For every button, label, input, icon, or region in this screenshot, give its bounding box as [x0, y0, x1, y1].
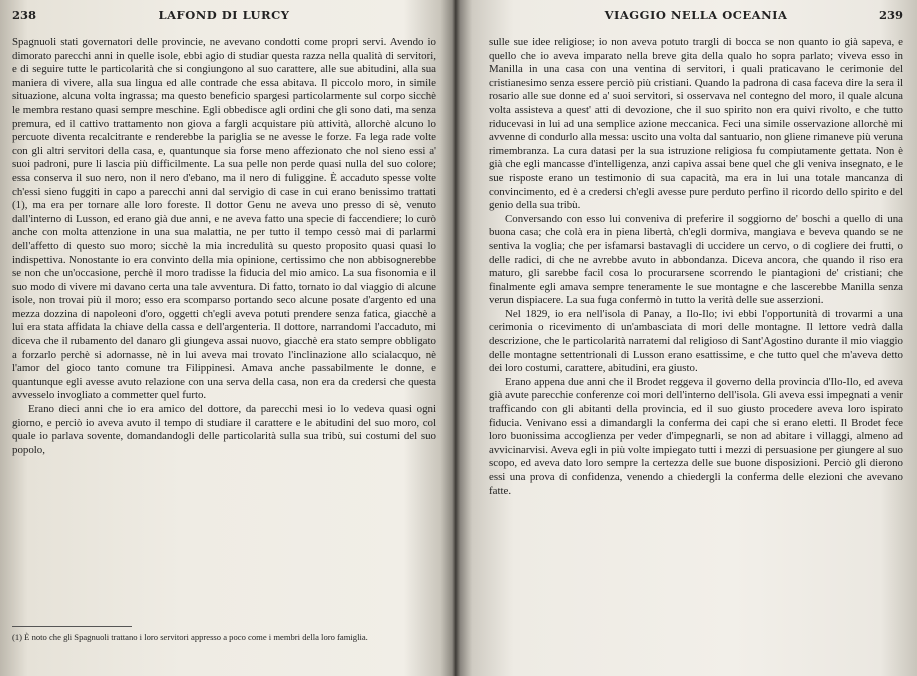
left-page-header — [12, 8, 436, 26]
left-page-text — [12, 36, 436, 457]
right-paragraph-3: Nel 1829, io era nell'isola di Panay, a Ilo-Ilo; ivi ebbi l'opportunità di trovarmi a una cerimonia o ricevimento di un'ambasciata di mori delle montagne. Il lettore vedrà dalla descrizione, che le particolarità narratemi dal religioso di Sant'Agostino durante il mio viaggio delle montagne settentrionali di Lusson erano esattissime, e che tutto quel che m'aveva detto dei loro costumi, carattere, abitudini, era giusto. — [489, 307, 903, 375]
left-footnote: (1) È noto che gli Spagnuoli trattano i loro servitori appresso a poco come i membri della loro famiglia. — [12, 632, 368, 642]
right-paragraph-1: sulle sue idee religiose; io non aveva potuto trargli di bocca se non quanto io già sapeva, e quello che io aveva imparato nella breve gita della qualo ho sopra parlato; viveva esso in Manilla in una casa con una ventina di servitori, i quali praticavano le cerimonie del cristianesimo senza essere perciò più cristiani. Quando la padrona di casa faceva dire la sera il rosario alle sue donne ed a' suoi servitori, si osservava nel contegno del moro, il quale alcuna volta assisteva a quest' atti di devozione, che il suo spirito non era quivi rivolto, e che tutto riducevasi in lui ad una semplice azione meccanica. Feci una simile osservazione allorchè mi avvenne di condurlo alla messa: uscito una volta dal santuario, non gliene rimaneve più veruna rimembranza. La cura datasi per la sua istruzione religiosa fu compiutamente gettata. Non è già che egli mancasse d'intelligenza, anzi capiva assai bene quel che gli veniva insegnato, e le sue risposte erano un testimonio di sua capacità, ma era in lui una totale mancanza di convincimento, ed è a credersi ch'egli avesse pure perduto perfino il ricordo dello spirito e del genio della sua tribù. — [489, 36, 903, 212]
right-page-number: 239 — [878, 8, 903, 22]
right-page-header — [489, 8, 903, 26]
left-paragraph-1: Spagnuoli stati governatori delle provincie, ne avevano condotti come propri servi. Avendo io dimorato parecchi anni in quelle isole, ebbi agio di studiar questa razza nella qualità di servitori, e di seguire tutte le particolarità che si congiungono al suo carattere, alle sue abitudini, alla sua maniera di vivere, alla sua lingua ed alle contrade che essa abitava. Il piccolo moro, in simile situazione, alcuna volta ingrassa; ma questo beneficio spargesi particolarmente sul corpo sicchè le membra restano quasi sempre meschine. Egli obbedisce agli ordini che gli sono dati, ma senza premura, ed il cattivo trattamento non giova a fargli acquistare più attività, allorchè alcuno lo percuote diventa recalcitrante e renderebbe la pariglia se ne avesse le forze. Fa lega rade volte con gli altri servitori della casa, e, quantunque sia forse meno affezionato che nol sieno essi a' suoi padroni, pure li lascia più difficilmente. La sua pelle non perde quasi nulla del suo colore; essa conserva il suo nero, non il nero d'ebano, ma il nero di fuliggine. È accaduto spesse volte ch'essi sieno fuggiti in capo a parecchi anni dal servigio di case in cui erano benissimo trattati (1), ma era per tornare alle loro foreste. Il dottor Genu ne aveva uno presso di sè, venuto dall'interno di Lusson, ed erano già due anni, e ne aveva fatto una specie di faccendiere; lo curò anche con molta attenzione in una sua malattia, ne per tutto il tempo cessò mai di parlarmi dell'affetto di questo suo moro; sicchè la mia incredulità su questo proposito quasi quasi lo indispettiva. Nonostante io era convinto della mia opinione, certissimo che non abbisognerebbe se non che un'occasione, perchè il moro tradisse la fiducia del mio amico. La sua fisonomia e il suo modo di vivere mi davano certa una tale avventura. Di fatto, tornato io dal viaggio di alcune isole, non trovai più il moro; esso era scomparso portando seco alcune posate d'argento ed una mezza dozzina di napoleoni d'oro, oggetti ch'egli aveva potuti prendere senza fatica, giacchè a lui era stata affidata la chiave della cassa e dell'argenteria. Il dottore, narrandomi l'accaduto, mi diceva che il rubamento del danaro gli giungeva assai nuovo, giacchè era stato sempre obbligato a forzarlo perchè si adornasse, nè in lui aveva mai trovato l'inclinazione allo scialacquo, nè l'amor del gioco tanto comune tra Filippinesi. Amava anche passabilmente le donne, e quantunque egli avesse avuto relazione con una serva della casa, non era da credersi che questa avvesselo invogliato a commetter quel furto. — [12, 36, 436, 402]
left-page — [0, 0, 450, 676]
right-running-head: VIAGGIO NELLA OCEANIA — [604, 8, 788, 22]
right-paragraph-2: Conversando con esso lui conveniva di preferire il soggiorno de' boschi a quello di una buona casa; che colà era in piena libertà, ch'egli dormiva, mangiava e beveva quando se ne sentiva la voglia; che per isfamarsi bastavagli di uccidere un cervo, o di cogliere dei frutti, o delle radici, di che ne avrebbe avuto in abbondanza. Diceva ancora, che quando il riso era maturo, gli sarebbe facil cosa lo procurarsene scorrendo le piantagioni de' cristiani; che finalmente egli amava sempre teneramente le sue montagne e che lascerebbe Manilla senza verun dispiacere. La sua fuga confermò in tutto la verità delle sue asserzioni. — [489, 212, 903, 307]
left-page-number: 238 — [12, 8, 37, 22]
footnote-rule — [12, 626, 132, 627]
left-paragraph-2: Erano dieci anni che io era amico del dottore, da parecchi mesi io lo vedeva quasi ogni giorno, e perciò io aveva avuto il tempo di studiare il carattere e le abitudini del suo moro, col quale io parlava sovente, domandandogli delle particolarità sulla sua tribù, sui costumi del suo popolo, — [12, 403, 436, 456]
right-page — [467, 0, 917, 676]
left-running-head: LAFOND DI LURCY — [158, 8, 290, 22]
right-page-text — [489, 36, 903, 498]
right-paragraph-4: Erano appena due anni che il Brodet reggeva il governo della provincia d'Ilo-Ilo, ed aveva già avute parecchie conferenze coi mori dell'interno dell'isola. Gli aveva essi impegnati a venir trafficando con gli abitanti della provincia, ed il suo giusto procedere aveva loro ispirato fiducia. Venivano essi a dimandargli la conferma dei capi che si erano eletti. Il Brodet fece loro buonissima accoglienza per veder d'impegnarli, se non ad abitare i villaggi, almeno ad avvicinarvisi. Aveva egli in più volte impiegato tutti i mezzi di persuasione per giungere al suo scopo, ed aveva dato loro sempre la certezza delle sue buone disposizioni. Perciò gli dierono essi una prova di confidenza, venendo a chiedergli la conferma delle elezioni che avevano fatte. — [489, 375, 903, 497]
